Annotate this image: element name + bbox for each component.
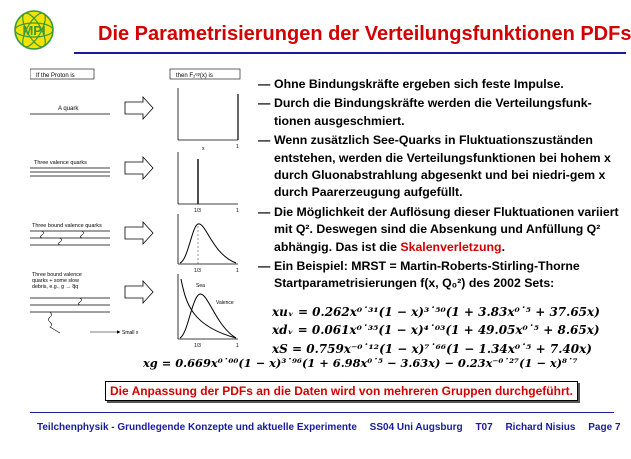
diagram-header-left: If the Proton is xyxy=(36,73,75,79)
mrst-formulas xyxy=(272,303,600,358)
arrow-icon xyxy=(125,97,153,119)
formula-xdv: xdᵥ = 0.061x⁰˙³⁵(1 − x)⁴˙⁰³(1 + 49.05x⁰˙⁵ + 8.65x) xyxy=(272,323,600,338)
bullet-text: Durch die Bindungskräfte werden die Verteilungsfunk-tionen ausgeschmiert. xyxy=(274,96,592,128)
arrow-icon xyxy=(125,157,153,179)
formula-xuv: xuᵥ = 0.262x⁰˙³¹(1 − x)³˙⁵⁰(1 + 3.83x⁰˙⁵ + 37.65x) xyxy=(272,305,600,319)
bullet-text: Die Möglichkeit der Auflösung dieser Fluktuationen variiert mit Q². Deswegen sind die Absenkung und Anfüllung Q² abhängig. Das ist die xyxy=(274,204,619,254)
bullet-item xyxy=(258,76,628,93)
svg-text:1/3: 1/3 xyxy=(194,343,201,349)
sea-label: Sea xyxy=(196,283,205,289)
case-quark-label: A quark xyxy=(58,106,79,112)
formula-xs: xS = 0.759x⁻⁰˙¹²(1 − x)⁷˙⁶⁶(1 − 1.34x⁰˙⁵ + 7.40x) xyxy=(272,341,592,356)
bullet-text: Ein Beispiel: MRST = Martin-Roberts-Stirling-Thorne Startparametrisierungen f(x, Q₀²) des 2002 Sets: xyxy=(274,259,580,291)
axis-third-label: 1/3 xyxy=(194,208,201,214)
page-title: Die Parametrisierungen der Verteilungsfunktionen PDFs xyxy=(98,23,631,45)
footer xyxy=(37,422,621,433)
axis-one-label: 1 xyxy=(236,144,239,150)
mpi-logo xyxy=(12,8,56,52)
footer-page: Page 7 xyxy=(588,422,621,433)
footer-term: SS04 Uni Augsburg xyxy=(369,422,463,433)
valence-label: Valence xyxy=(216,300,234,306)
bullet-dash: — xyxy=(258,133,271,148)
gluon-icon xyxy=(49,298,82,333)
footer-course: Teilchenphysik - Grundlegende Konzepte und aktuelle Experimente xyxy=(37,422,357,433)
bullet-text: Ohne Bindungskräfte ergeben sich feste Impulse. xyxy=(274,77,564,91)
structure-function-diagram xyxy=(30,64,252,354)
footer-divider xyxy=(30,412,614,413)
bullet-item xyxy=(258,95,628,130)
small-x-label: Small x xyxy=(122,330,139,336)
case-bound-label: Three bound valence quarks xyxy=(32,223,102,229)
formula-xg: xg = 0.669x⁰˙⁰⁰(1 − x)³˙⁹⁶(1 + 6.98x⁰˙⁵ − 3.63x) − 0.23x⁻⁰˙²⁷(1 − x)⁸˙⁷ xyxy=(143,356,578,370)
case-valence-label: Three valence quarks xyxy=(34,160,87,166)
bullet-item xyxy=(258,258,628,293)
bullet-text: . xyxy=(501,239,505,254)
bullet-item xyxy=(258,132,628,202)
bullet-dash: — xyxy=(258,204,271,219)
bullet-item xyxy=(258,204,628,256)
highlight-note: Die Anpassung der PDFs an die Daten wird von mehreren Gruppen durchgeführt. xyxy=(105,381,578,401)
bullet-highlight: Skalenverletzung xyxy=(400,239,502,254)
bullet-list xyxy=(258,76,628,295)
bullet-text: Wenn zusätzlich See-Quarks in Fluktuationszuständen entstehen, werden die Verteilungsfunktionen bei hohem x durch Gluonabstrahlung abgesenkt und bei niedri-gem x durch Paarerzeugung aufgefüllt. xyxy=(274,133,611,200)
axis-x-label: x xyxy=(202,146,205,152)
bullet-dash: — xyxy=(258,259,271,274)
svg-text:1: 1 xyxy=(236,208,239,214)
footer-topic: T07 xyxy=(475,422,493,433)
bullet-dash: — xyxy=(258,77,271,91)
arrow-icon xyxy=(125,222,153,244)
bullet-dash: — xyxy=(258,96,271,111)
svg-text:1/3: 1/3 xyxy=(194,268,201,274)
footer-author: Richard Nisius xyxy=(505,422,576,433)
title-divider xyxy=(74,52,626,54)
svg-text:1: 1 xyxy=(236,343,239,349)
diagram-header-right: then F₂ᵉᵖ(x) is xyxy=(176,73,213,79)
arrow-icon xyxy=(125,281,153,303)
svg-text:1: 1 xyxy=(236,268,239,274)
case-debris-label: Three bound valence quarks + some slow debris, e.g., g → q̅q xyxy=(32,272,82,290)
logo-text: MPI xyxy=(22,23,46,38)
